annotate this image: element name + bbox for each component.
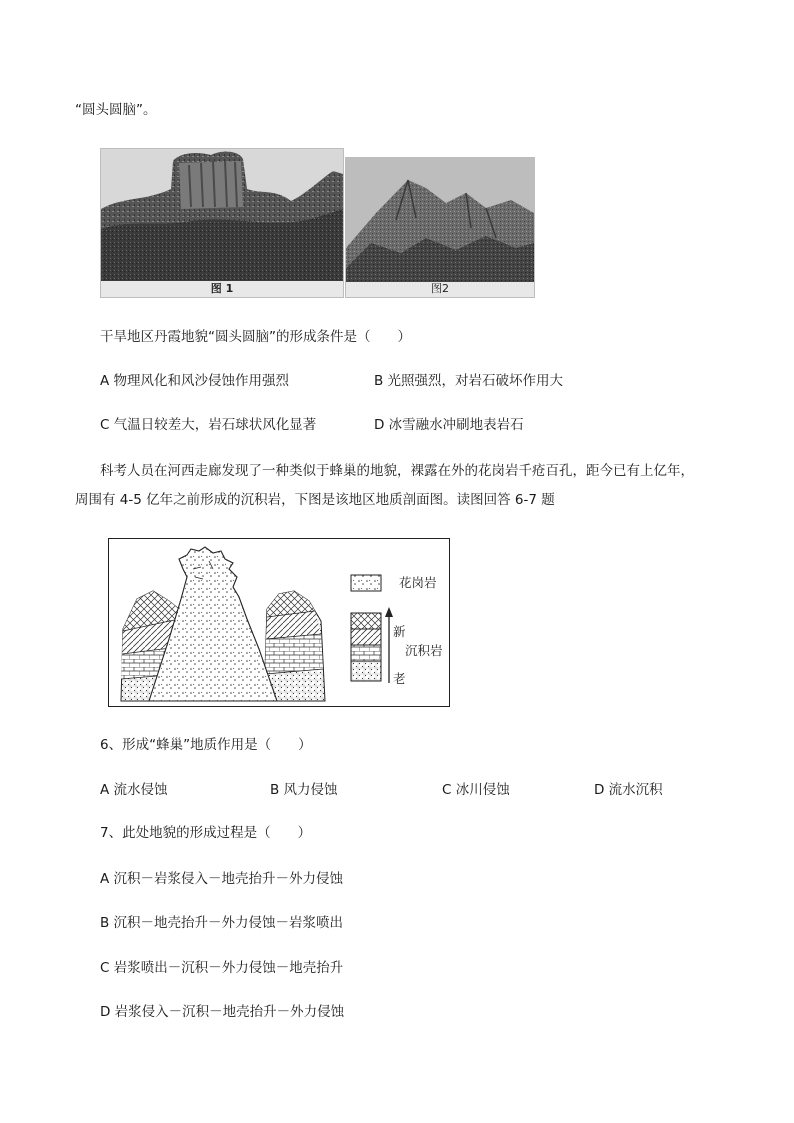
danxia-rock-image — [101, 149, 343, 297]
figure-1-caption: 图 1 — [210, 282, 234, 295]
right-sedimentary-block — [264, 591, 325, 701]
q6-option-d: D 流水沉积 — [594, 782, 663, 798]
legend-old-label: 老 — [393, 671, 406, 686]
q7-option-a: A 沉积－岩浆侵入－地壳抬升－外力侵蚀 — [100, 871, 344, 887]
q7-option-b: B 沉积－地壳抬升－外力侵蚀－岩浆喷出 — [100, 915, 344, 931]
passage-line-2: 周围有 4-5 亿年之前形成的沉积岩，下图是该地区地质剖面图。读图回答 6-7 题 — [75, 492, 555, 508]
q7-stem: 7、此处地貌的形成过程是（ ） — [100, 825, 312, 841]
legend-layer-3-swatch — [351, 645, 381, 661]
legend-layer-1-swatch — [351, 613, 381, 629]
q5-option-a: A 物理风化和风沙侵蚀作用强烈 — [100, 373, 290, 389]
q6-option-b: B 风力侵蚀 — [270, 782, 338, 798]
legend-sedimentary-label: 沉积岩 — [405, 643, 443, 658]
legend-granite-label: 花岗岩 — [399, 575, 437, 590]
q6-option-c: C 冰川侵蚀 — [442, 782, 510, 798]
q5-option-b: B 光照强烈，对岩石破坏作用大 — [374, 373, 564, 389]
q5-stem: 干旱地区丹霞地貌“圆头圆脑”的形成条件是（ ） — [100, 329, 411, 345]
legend-new-label: 新 — [393, 624, 406, 639]
legend-layer-2-swatch — [351, 629, 381, 645]
q7-option-c: C 岩浆喷出－沉积－外力侵蚀－地壳抬升 — [100, 960, 344, 976]
arid-mountain-image — [346, 158, 534, 297]
q6-stem: 6、形成“蜂巢”地质作用是（ ） — [100, 737, 312, 753]
geologic-cross-section — [108, 538, 450, 707]
q6-option-a: A 流水侵蚀 — [100, 782, 168, 798]
q5-option-c: C 气温日较差大，岩石球状风化显著 — [100, 417, 317, 433]
figure-2-photo — [345, 157, 535, 298]
legend-granite-swatch — [351, 575, 381, 591]
q7-option-d: D 岩浆侵入－沉积－地壳抬升－外力侵蚀 — [100, 1004, 345, 1020]
passage-line-1: 科考人员在河西走廊发现了一种类似于蜂巢的地貌，裸露在外的花岗岩千疮百孔，距今已有上亿年， — [100, 463, 694, 479]
figure-1-photo — [100, 148, 344, 298]
q5-option-d: D 冰雪融水冲刷地表岩石 — [374, 417, 524, 433]
legend-layer-4-swatch — [351, 661, 381, 681]
figure-2-caption: 图2 — [431, 282, 449, 295]
continued-text: “圆头圆脑”。 — [75, 102, 157, 118]
